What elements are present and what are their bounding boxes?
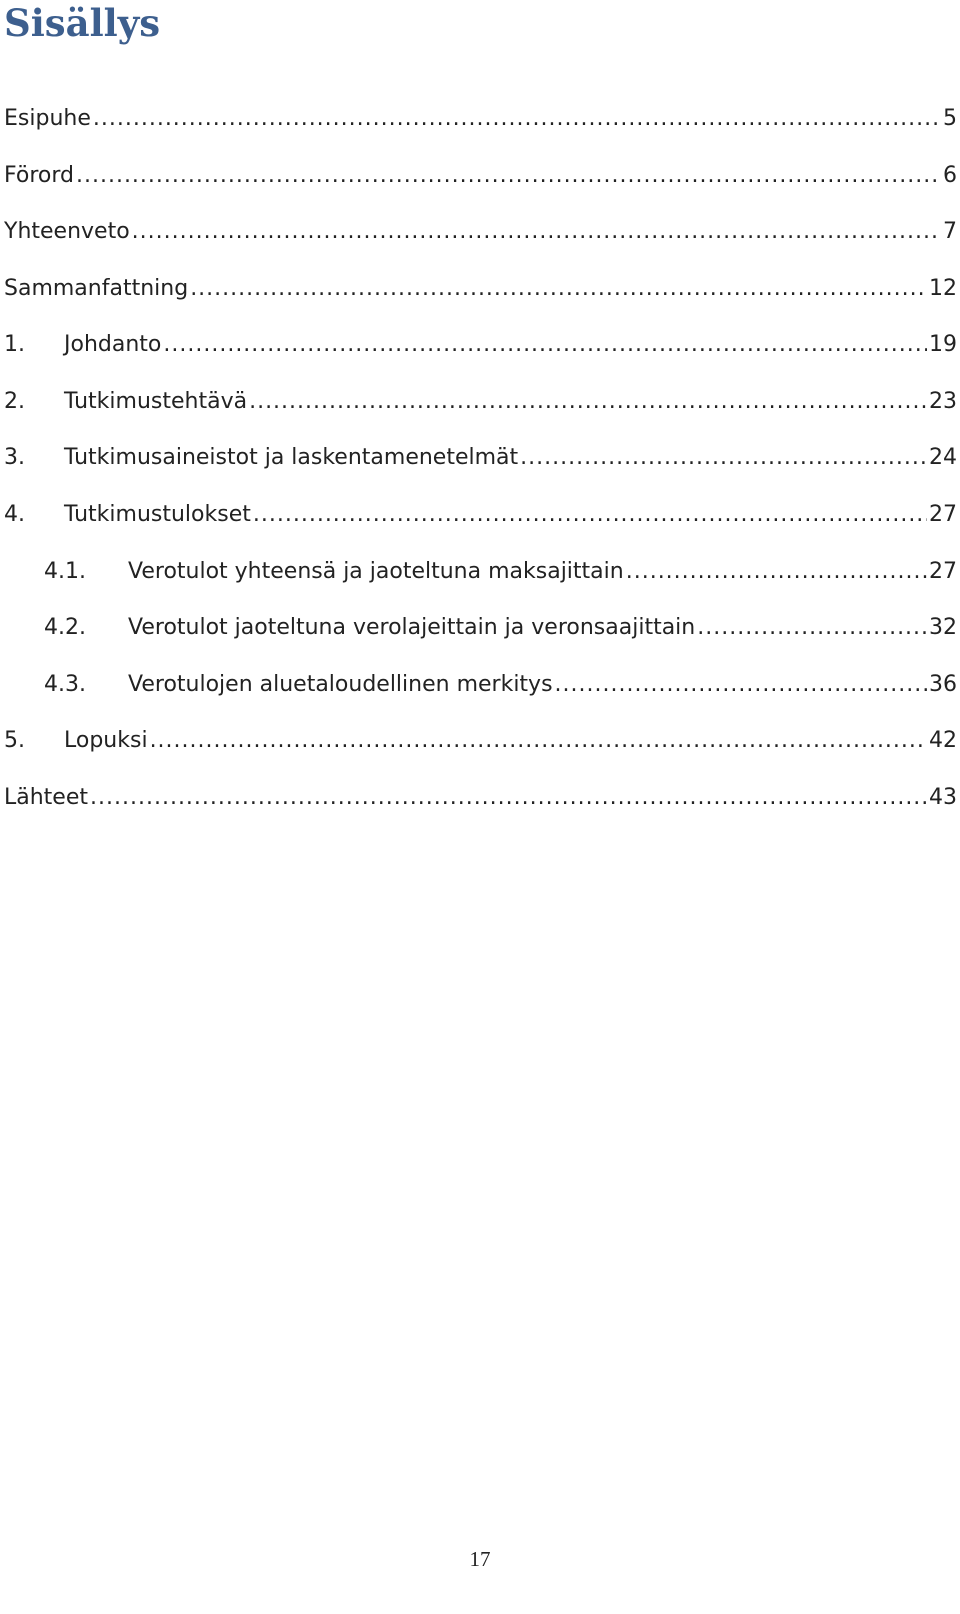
toc-entry-label: Johdanto: [64, 332, 162, 357]
toc-entry-number: 4.3.: [44, 672, 86, 697]
toc-entry-label: Esipuhe: [4, 106, 91, 131]
toc-entry-label: Yhteenveto: [4, 219, 130, 244]
toc-entry-label: Sammanfattning: [4, 276, 189, 301]
toc-entry-label: Verotulojen aluetaloudellinen merkitys: [128, 672, 553, 697]
toc-entry-number: 5.: [4, 728, 25, 753]
toc-entry-forord[interactable]: [4, 159, 957, 193]
dot-leader: [163, 328, 927, 362]
toc-entry-page: 7: [943, 219, 957, 244]
page-title: Sisällys: [4, 1, 161, 45]
toc-entry-page: 36: [929, 672, 957, 697]
toc-entry-sammanfattning[interactable]: [4, 272, 957, 306]
toc-entry-page: 27: [929, 559, 957, 584]
toc-entry-aluetaloudellinen-merkitys[interactable]: [44, 668, 957, 702]
toc-entry-page: 19: [929, 332, 957, 357]
toc-entry-johdanto[interactable]: [4, 328, 957, 362]
toc-entry-esipuhe[interactable]: [4, 102, 957, 136]
toc-entry-verotulot-verolajeittain[interactable]: [44, 611, 957, 645]
toc-entry-verotulot-yhteensa[interactable]: [44, 555, 957, 589]
toc-entry-page: 32: [929, 615, 957, 640]
toc-entry-page: 5: [943, 106, 957, 131]
dot-leader: [150, 724, 927, 758]
toc-entry-number: 3.: [4, 445, 25, 470]
toc-entry-page: 23: [929, 389, 957, 414]
toc-entry-lopuksi[interactable]: [4, 724, 957, 758]
dot-leader: [520, 441, 927, 475]
toc-entry-page: 6: [943, 163, 957, 188]
dot-leader: [76, 159, 941, 193]
toc-entry-number: 4.2.: [44, 615, 86, 640]
toc-entry-label: Lopuksi: [64, 728, 148, 753]
toc-entry-label: Tutkimustehtävä: [64, 389, 248, 414]
dot-leader: [249, 385, 927, 419]
toc-entry-label: Verotulot yhteensä ja jaoteltuna maksajittain: [128, 559, 624, 584]
toc-entry-page: 42: [929, 728, 957, 753]
page-number: 17: [469, 1547, 491, 1571]
toc-entry-page: 24: [929, 445, 957, 470]
toc-entry-number: 1.: [4, 332, 25, 357]
dot-leader: [253, 498, 927, 532]
toc-entry-number: 4.1.: [44, 559, 86, 584]
dot-leader: [132, 215, 941, 249]
toc-entry-label: Lähteet: [4, 785, 89, 810]
dot-leader: [190, 272, 927, 306]
dot-leader: [93, 102, 941, 136]
toc-entry-number: 2.: [4, 389, 25, 414]
toc-entry-label: Tutkimustulokset: [64, 502, 251, 527]
toc-entry-tutkimusaineistot[interactable]: [4, 441, 957, 475]
toc-entry-label: Verotulot jaoteltuna verolajeittain ja veronsaajittain: [128, 615, 696, 640]
toc-entry-label: Tutkimusaineistot ja laskentamenetelmät: [64, 445, 519, 470]
dot-leader: [90, 781, 927, 815]
dot-leader: [626, 555, 927, 589]
dot-leader: [697, 611, 927, 645]
toc-entry-page: 27: [929, 502, 957, 527]
toc-entry-lahteet[interactable]: [4, 781, 957, 815]
dot-leader: [555, 668, 927, 702]
toc-entry-label: Förord: [4, 163, 74, 188]
toc-entry-page: 43: [929, 785, 957, 810]
toc-entry-tutkimustehtava[interactable]: [4, 385, 957, 419]
toc-entry-yhteenveto[interactable]: [4, 215, 957, 249]
toc-entry-tutkimustulokset[interactable]: [4, 498, 957, 532]
toc-entry-number: 4.: [4, 502, 25, 527]
toc-entry-page: 12: [929, 276, 957, 301]
